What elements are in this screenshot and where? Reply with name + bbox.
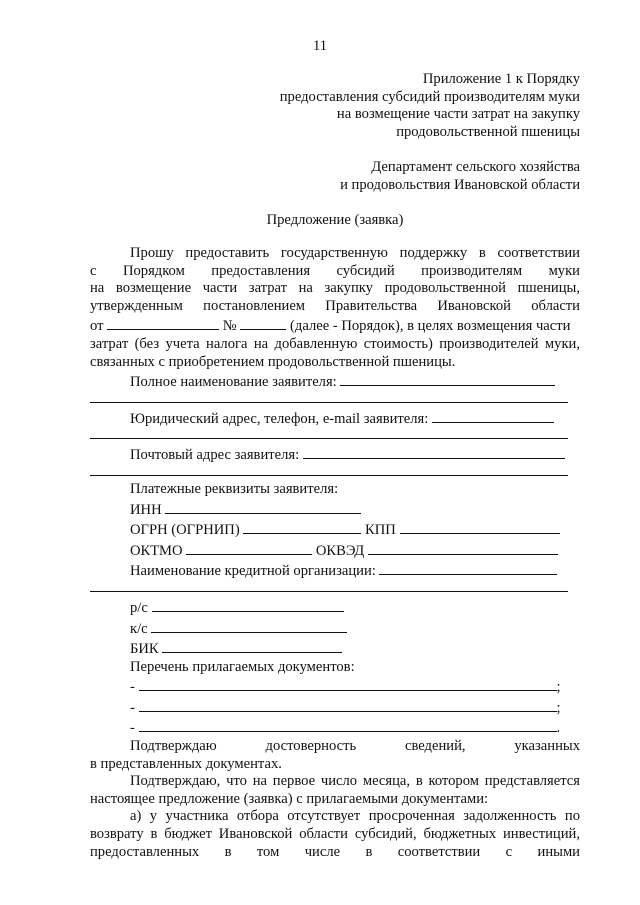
department-line: Департамент сельского хозяйства bbox=[371, 159, 580, 175]
number-blank[interactable] bbox=[240, 315, 286, 330]
list-end: ; bbox=[556, 679, 561, 696]
page-number: 11 bbox=[312, 38, 328, 54]
request-line: связанных с приобретением продовольственной пшеницы. bbox=[90, 353, 456, 370]
inn-blank[interactable] bbox=[165, 499, 361, 514]
date-blank[interactable] bbox=[107, 315, 219, 330]
inn-row bbox=[90, 499, 580, 520]
form-body bbox=[90, 245, 580, 861]
ks-row bbox=[90, 618, 580, 639]
request-line: с Порядком предоставления субсидий производителям муки bbox=[90, 262, 580, 279]
list-dash: - bbox=[130, 699, 135, 716]
ks-label: к/с bbox=[130, 620, 148, 637]
list-dash: - bbox=[130, 720, 135, 737]
legal-address-label: Юридический адрес, телефон, e-mail заявителя: bbox=[130, 410, 429, 427]
document-title: Предложение (заявка) bbox=[266, 212, 404, 228]
full-name-continuation-line[interactable] bbox=[90, 392, 568, 403]
okved-blank[interactable] bbox=[368, 540, 558, 555]
list-end: . bbox=[556, 720, 561, 737]
oktmo-blank[interactable] bbox=[186, 540, 312, 555]
bik-row bbox=[90, 638, 580, 659]
bank-name-continuation-line[interactable] bbox=[90, 581, 568, 592]
full-name-blank[interactable] bbox=[340, 371, 555, 386]
header-line: предоставления субсидий производителям муки bbox=[279, 88, 580, 105]
department-addressee bbox=[200, 159, 580, 194]
header-line: Приложение 1 к Порядку bbox=[422, 71, 580, 87]
kpp-label: КПП bbox=[365, 522, 396, 539]
ks-blank[interactable] bbox=[151, 618, 347, 633]
doc-blank[interactable] bbox=[139, 697, 557, 712]
bank-name-blank[interactable] bbox=[379, 560, 557, 575]
bik-blank[interactable] bbox=[162, 638, 342, 653]
okved-label: ОКВЭД bbox=[315, 542, 365, 559]
confirm-line: Подтверждаю достоверность сведений, указанных bbox=[130, 738, 580, 755]
postal-address-continuation-line[interactable] bbox=[90, 465, 568, 476]
appendix-header bbox=[200, 71, 580, 141]
bank-name-label: Наименование кредитной организации: bbox=[130, 563, 376, 580]
inn-label: ИНН bbox=[130, 501, 162, 518]
ogrn-blank[interactable] bbox=[243, 519, 361, 534]
request-line: затрат (без учета налога на добавленную стоимость) производителей муки, bbox=[90, 335, 580, 352]
postal-address-row bbox=[90, 444, 580, 465]
kpp-blank[interactable] bbox=[400, 519, 560, 534]
rs-blank[interactable] bbox=[152, 597, 344, 612]
request-line-date bbox=[90, 315, 580, 336]
doc-blank[interactable] bbox=[139, 717, 557, 732]
request-line: Прошу предоставить государственную поддержку в соответствии bbox=[130, 245, 580, 261]
rs-label: р/с bbox=[130, 599, 148, 616]
attached-docs-label: Перечень прилагаемых документов: bbox=[130, 658, 355, 675]
full-name-label: Полное наименование заявителя: bbox=[130, 374, 337, 391]
bik-label: БИК bbox=[130, 641, 159, 658]
legal-address-row bbox=[90, 408, 580, 429]
oktmo-okved-row bbox=[90, 540, 580, 561]
ogrn-label: ОГРН (ОГРНИП) bbox=[130, 522, 240, 539]
rs-row bbox=[90, 597, 580, 618]
doc-list-item bbox=[90, 697, 580, 718]
bank-name-row bbox=[90, 560, 580, 581]
list-end: ; bbox=[556, 699, 561, 716]
doc-list-item bbox=[90, 676, 580, 697]
number-label: № bbox=[222, 318, 237, 335]
oktmo-label: ОКТМО bbox=[130, 542, 183, 559]
legal-address-continuation-line[interactable] bbox=[90, 428, 568, 439]
request-line: утвержденным постановлением Правительства Ивановской области bbox=[90, 297, 580, 314]
doc-list-item bbox=[90, 717, 580, 738]
postal-address-label: Почтовый адрес заявителя: bbox=[130, 447, 300, 464]
confirm-paragraph: Подтверждаю, что на первое число месяца, в котором представляется настоящее предложение (заявка) с прилагаемыми документами: bbox=[90, 773, 580, 807]
request-rest: (далее - Порядок), в целях возмещения части bbox=[290, 318, 571, 335]
legal-address-blank[interactable] bbox=[432, 408, 554, 423]
header-line: продовольственной пшеницы bbox=[396, 123, 580, 140]
item-a-paragraph: а) у участника отбора отсутствует просроченная задолженность по возврату в бюджет Ивановской области субсидий, бюджетных инвестиций, предоставленных в том числе в соответствии с иными bbox=[90, 808, 580, 860]
payment-details-label: Платежные реквизиты заявителя: bbox=[130, 480, 339, 497]
postal-address-blank[interactable] bbox=[303, 444, 565, 459]
from-label: от bbox=[90, 318, 104, 335]
doc-blank[interactable] bbox=[139, 676, 557, 691]
list-dash: - bbox=[130, 679, 135, 696]
request-line: на возмещение части затрат на закупку продовольственной пшеницы, bbox=[90, 280, 580, 297]
header-line: на возмещение части затрат на закупку bbox=[336, 106, 580, 123]
full-name-row bbox=[90, 371, 580, 392]
ogrn-kpp-row bbox=[90, 519, 580, 540]
department-line: и продовольствия Ивановской области bbox=[340, 176, 580, 193]
confirm-line: в представленных документах. bbox=[90, 755, 282, 772]
